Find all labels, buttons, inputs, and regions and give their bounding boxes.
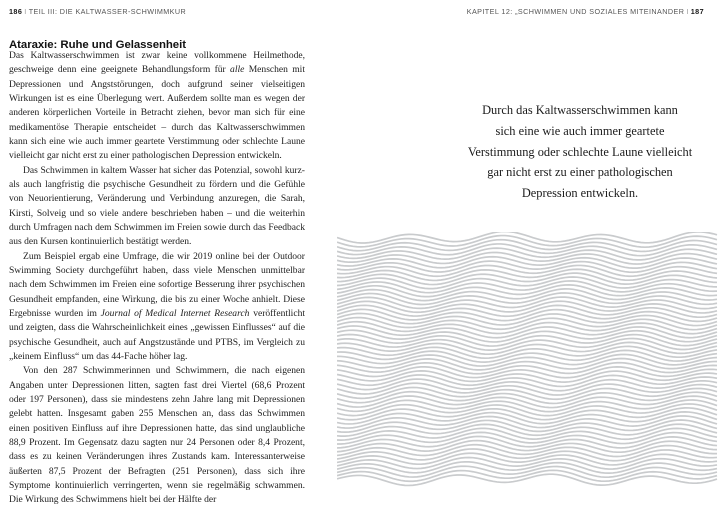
folio-number-left: 186 — [9, 7, 23, 16]
running-head-title-right: KAPITEL 12: „SCHWIMMEN UND SOZIALES MITEINANDER — [466, 7, 685, 16]
folio-number-right: 187 — [690, 7, 704, 16]
paragraph-2: Das Schwimmen in kaltem Wasser hat sicher das Potenzial, sowohl kurz- als auch langfristig die psychische Gesundheit zu fördern und die Gefühle von Neuorientierung, Veränderung und Verbindung anzuregen, die Sarah, Kirsti, Solveig und so viele andere beschrieben haben – und die weiterhin durch Umfragen nach dem Schwimmen im Freien sowie durch das Feedback aus den Kursen kontinuierlich bestätigt werden. — [9, 164, 305, 248]
wave-pattern-svg — [337, 232, 720, 514]
body-column-left — [9, 49, 305, 508]
paragraph-1-text-after: Menschen mit Depressionen und Angststörungen, doch aufgrund seiner vielseitigen Wirkungen ist es eine Überlegung wert. Außerdem sollte man es wegen der anderen körperlichen Vorteile in Betracht ziehen, bevor man sich für eine medikamentöse Therapie entscheidet – durch das Kaltwasserschwimmen kann sich eine wie auch immer geartete Verstimmung oder schlechte Laune vielleicht gar nicht erst zu einer pathologischen Depression entwickeln. — [9, 64, 305, 162]
paragraph-1-text-before: Das Kaltwasserschwimmen ist zwar keine vollkommene Heilmethode, geschweige denn eine geeignete Behandlungsform für — [9, 50, 305, 76]
paragraph-3-italic: Journal of Medical Internet Research — [100, 307, 250, 319]
paragraph-1 — [9, 49, 305, 164]
running-head-separator-right: I — [686, 7, 689, 16]
running-head-separator-left: I — [24, 7, 27, 16]
running-head-left — [9, 7, 186, 16]
section-heading: Ataraxie: Ruhe und Gelassenheit — [9, 39, 186, 52]
pull-quote-line-5: Depression entwickeln. — [521, 185, 639, 200]
pull-quote-line-1: Durch das Kaltwasserschwimmen kann — [482, 103, 678, 118]
pull-quote-line-4: gar nicht erst zu einer pathologischen — [487, 165, 673, 180]
running-head-right — [467, 7, 704, 16]
pull-quote-line-2: sich eine wie auch immer geartete — [495, 123, 665, 138]
paragraph-3-text-before: Zum Beispiel ergab eine Umfrage, die wir 2019 online bei der Outdoor Swimming Society durchgeführt haben, dass viele Menschen unmittelbar nach dem Schwimmen im Freien eine sofortige Besserung ihrer psychischen Gesundheit empfanden, eine Wirkung, die bis zu einer Woche anhielt. Diese Ergebnisse wurden im — [9, 250, 305, 319]
running-head-title-left: TEIL III: DIE KALTWASSER-SCHWIMMKUR — [28, 7, 187, 16]
paragraph-1-italic: alle — [230, 64, 245, 76]
paragraph-3 — [9, 250, 305, 365]
paragraph-4: Von den 287 Schwimmerinnen und Schwimmern, die nach eigenen Angaben unter Depressionen litten, sagten fast drei Viertel (68,6 Prozent oder 197 Personen), dass sie mindestens zehn Jahre lang mit Depressionen gelebt hatten. Insgesamt gaben 255 Menschen an, dass das Schwimmen einen positiven Einfluss auf ihre Depressionen hatte, das sind unglaubliche 88,9 Prozent. Im Gegensatz dazu sagten nur 24 Personen oder 8,4 Prozent, dass es zu keinen Veränderungen ihres Zustands kam. Interessanterweise äußerten 87,5 Prozent der Befragten (251 Personen), dass sich ihre Symptome kontinuierlich verringerten, wenn sie regelmäßig schwammen. Die Wirkung des Schwimmens hielt bei der Hälfte der — [9, 365, 305, 506]
paragraph-3-text-after: veröffentlicht und zeigten, dass die Wahrscheinlichkeit eines „gewissen Einflusses“ auf die psychische Gesundheit, auch auf Angstzustände und PTBS, im Vergleich zu „keinem Einfluss“ um das 44-Fache höher lag. — [9, 307, 305, 362]
pull-quote-line-3: Verstimmung oder schlechte Laune vielleicht — [467, 144, 693, 159]
pull-quote — [430, 100, 720, 203]
wave-pattern-artwork — [337, 232, 720, 514]
